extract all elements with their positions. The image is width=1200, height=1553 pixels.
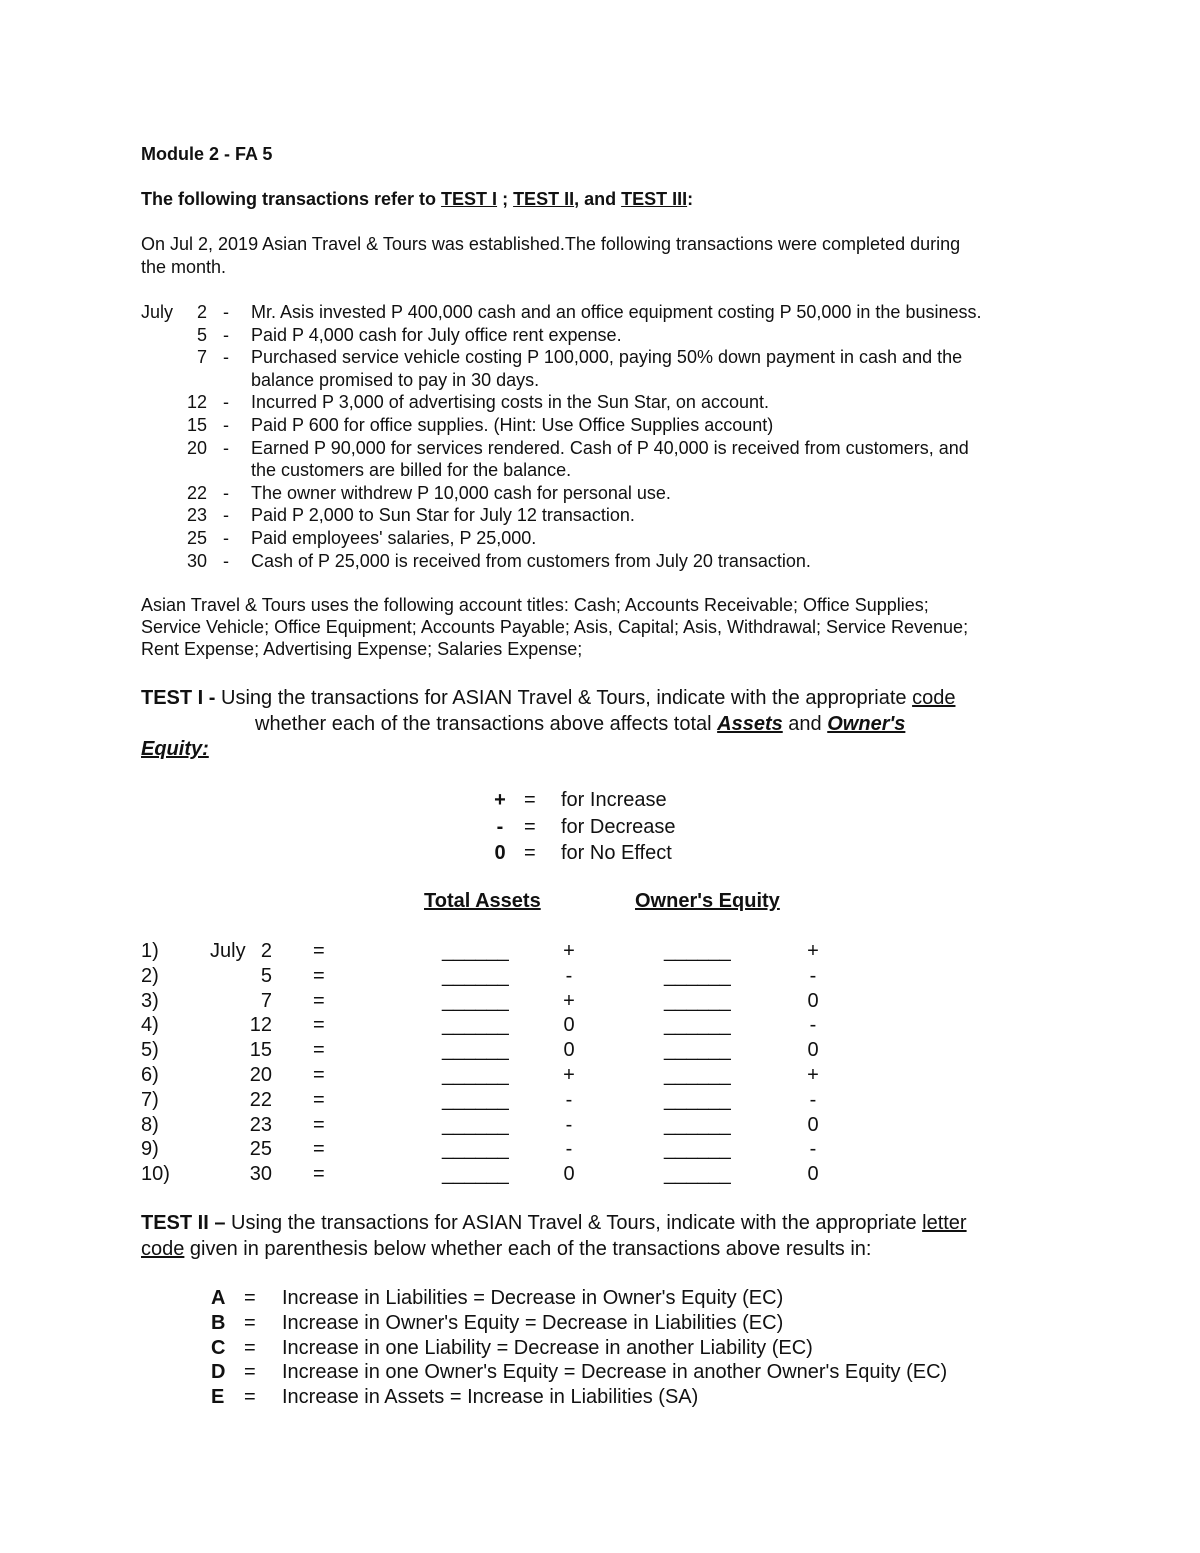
assets-effect: - xyxy=(565,964,573,987)
tx-dash: - xyxy=(223,392,229,413)
answer-day: 7 xyxy=(260,989,272,1012)
answer-number: 2) xyxy=(141,964,159,987)
assets-blank: ______ xyxy=(442,1163,509,1186)
code-description: Increase in one Owner's Equity = Decrease in another Owner's Equity (EC) xyxy=(282,1361,948,1384)
test2-letter: letter xyxy=(922,1212,967,1234)
assets-effect: 0 xyxy=(563,1163,575,1186)
refer-test3: TEST III xyxy=(621,189,688,209)
code-description: Increase in one Liability = Decrease in another Liability (EC) xyxy=(282,1336,813,1359)
answer-day: 30 xyxy=(249,1163,272,1186)
tx-dash: - xyxy=(223,528,229,548)
tx-description: balance promised to pay in 30 days. xyxy=(251,369,540,390)
code-letter: B xyxy=(211,1311,226,1334)
answer-number: 6) xyxy=(141,1064,159,1086)
equity-blank: ______ xyxy=(664,940,731,962)
equity-effect: + xyxy=(807,940,819,962)
answer-day: 5 xyxy=(260,964,272,987)
tx-day: 25 xyxy=(186,528,207,548)
assets-effect: 0 xyxy=(563,1014,575,1037)
code-letter: C xyxy=(211,1336,226,1359)
tx-dash: - xyxy=(223,505,229,526)
answer-number: 8) xyxy=(141,1113,159,1136)
refer-test1: TEST I xyxy=(441,189,498,209)
answer-equals: = xyxy=(313,1088,325,1111)
answer-equals: = xyxy=(313,989,325,1012)
answer-month: July xyxy=(210,940,246,962)
equity-effect: 0 xyxy=(807,989,819,1012)
tx-day: 2 xyxy=(196,302,207,322)
equity-effect: - xyxy=(809,964,817,987)
code-letter: D xyxy=(211,1361,226,1384)
test1-line-1 xyxy=(141,686,955,711)
tx-description: Paid P 2,000 to Sun Star for July 12 transaction. xyxy=(251,505,635,526)
legend-symbol: 0 xyxy=(494,842,506,864)
answer-equals: = xyxy=(313,964,325,987)
tx-day: 7 xyxy=(196,347,207,368)
equity-effect: - xyxy=(809,1088,817,1111)
legend-equals: = xyxy=(524,816,536,838)
answer-day: 23 xyxy=(249,1113,272,1136)
equity-blank: ______ xyxy=(664,1163,731,1186)
assets-effect: + xyxy=(563,940,575,962)
test1-and: and xyxy=(782,713,828,735)
answer-day: 22 xyxy=(249,1088,272,1111)
test1-text-1: Using the transactions for ASIAN Travel & Tours, indicate with the appropriate xyxy=(221,687,913,709)
test1-owners: Owner's xyxy=(827,713,906,735)
answer-day: 2 xyxy=(260,940,272,962)
refer-sep1: ; xyxy=(497,189,514,209)
tx-description: Incurred P 3,000 of advertising costs in the Sun Star, on account. xyxy=(251,392,769,413)
accounts-line-1: Asian Travel & Tours uses the following account titles: Cash; Accounts Receivable; Office Supplies; xyxy=(141,595,929,615)
tx-description: Purchased service vehicle costing P 100,000, paying 50% down payment in cash and the xyxy=(251,347,963,368)
tx-day: 5 xyxy=(196,324,207,345)
tx-day: 20 xyxy=(186,437,207,458)
test2-text-2: given in parenthesis below whether each of the transactions above results in: xyxy=(184,1238,872,1260)
col-header-equity: Owner's Equity xyxy=(635,890,780,912)
answer-number: 9) xyxy=(141,1138,159,1161)
test2-line-2 xyxy=(141,1237,871,1262)
equity-blank: ______ xyxy=(664,1014,731,1037)
tx-description: Mr. Asis invested P 400,000 cash and an office equipment costing P 50,000 in the business. xyxy=(251,302,982,322)
assets-blank: ______ xyxy=(442,989,509,1012)
code-equals: = xyxy=(244,1287,256,1309)
answer-equals: = xyxy=(313,1014,325,1037)
code-equals: = xyxy=(244,1311,256,1334)
test2-line-1 xyxy=(141,1211,967,1236)
legend-equals: = xyxy=(524,789,536,811)
refer-prefix: The following transactions refer to xyxy=(141,189,442,209)
tx-day: 23 xyxy=(186,505,207,526)
test2-text-1: Using the transactions for ASIAN Travel & Tours, indicate with the appropriate xyxy=(231,1212,923,1234)
assets-blank: ______ xyxy=(442,964,509,987)
tx-description: Earned P 90,000 for services rendered. Cash of P 40,000 is received from customers, and xyxy=(251,437,969,458)
equity-effect: - xyxy=(809,1138,817,1161)
refer-line xyxy=(141,188,693,210)
test1-equity: Equity: xyxy=(141,738,209,760)
assets-blank: ______ xyxy=(442,1113,509,1136)
refer-sep2: , and xyxy=(574,189,622,209)
tx-description: Paid P 4,000 cash for July office rent expense. xyxy=(251,324,622,345)
answer-equals: = xyxy=(313,1113,325,1136)
equity-blank: ______ xyxy=(664,1064,731,1086)
code-description: Increase in Assets = Increase in Liabilities (SA) xyxy=(282,1386,699,1409)
test1-assets: Assets xyxy=(717,713,783,735)
tx-dash: - xyxy=(223,302,229,322)
code-letter: A xyxy=(211,1287,226,1309)
answer-day: 15 xyxy=(249,1039,272,1062)
assets-effect: - xyxy=(565,1088,573,1111)
accounts-line-3: Rent Expense; Advertising Expense; Salaries Expense; xyxy=(141,639,583,659)
tx-dash: - xyxy=(223,415,229,435)
test2-code: code xyxy=(141,1238,185,1260)
tx-day: 12 xyxy=(186,392,207,413)
code-equals: = xyxy=(244,1361,256,1384)
answer-day: 20 xyxy=(249,1064,272,1086)
equity-effect: 0 xyxy=(807,1113,819,1136)
assets-blank: ______ xyxy=(442,1064,509,1086)
assets-blank: ______ xyxy=(442,1138,509,1161)
assets-blank: ______ xyxy=(442,1039,509,1062)
answer-number: 3) xyxy=(141,989,159,1012)
tx-dash: - xyxy=(223,482,229,503)
test1-label: TEST I - xyxy=(141,687,221,709)
accounts-line-2: Service Vehicle; Office Equipment; Accounts Payable; Asis, Capital; Asis, Withdrawal; Service Revenue; xyxy=(141,617,969,637)
tx-description: Cash of P 25,000 is received from customers from July 20 transaction. xyxy=(251,550,811,571)
equity-blank: ______ xyxy=(664,989,731,1012)
assets-effect: - xyxy=(565,1138,573,1161)
legend-text: for Decrease xyxy=(561,816,676,838)
tx-day: 22 xyxy=(186,482,207,503)
equity-blank: ______ xyxy=(664,1138,731,1161)
assets-effect: + xyxy=(563,1064,575,1086)
assets-blank: ______ xyxy=(442,1088,509,1111)
assets-effect: - xyxy=(565,1113,573,1136)
answer-day: 25 xyxy=(249,1138,272,1161)
equity-effect: - xyxy=(809,1014,817,1037)
col-header-assets: Total Assets xyxy=(424,890,541,912)
assets-effect: + xyxy=(563,989,575,1012)
equity-effect: 0 xyxy=(807,1163,819,1186)
code-description: Increase in Liabilities = Decrease in Owner's Equity (EC) xyxy=(282,1287,784,1309)
tx-dash: - xyxy=(223,324,229,345)
answer-equals: = xyxy=(313,1163,325,1186)
legend-text: for No Effect xyxy=(561,842,672,864)
answer-day: 12 xyxy=(249,1014,272,1037)
tx-day: 15 xyxy=(186,415,207,435)
assets-blank: ______ xyxy=(442,940,509,962)
answer-number: 4) xyxy=(141,1014,159,1037)
tx-dash: - xyxy=(223,347,229,368)
page-title: Module 2 - FA 5 xyxy=(141,144,273,164)
code-description: Increase in Owner's Equity = Decrease in Liabilities (EC) xyxy=(282,1311,784,1334)
answer-equals: = xyxy=(313,1138,325,1161)
intro-line-1: On Jul 2, 2019 Asian Travel & Tours was established.The following transactions were completed during xyxy=(141,234,961,254)
equity-blank: ______ xyxy=(664,1039,731,1062)
answer-number: 10) xyxy=(141,1163,170,1186)
tx-description: The owner withdrew P 10,000 cash for personal use. xyxy=(251,482,671,503)
intro-line-2: the month. xyxy=(141,257,227,277)
code-equals: = xyxy=(244,1386,256,1409)
test2-label: TEST II – xyxy=(141,1212,232,1234)
answer-number: 5) xyxy=(141,1039,159,1062)
tx-day: 30 xyxy=(186,550,207,571)
code-letter: E xyxy=(211,1386,225,1409)
tx-dash: - xyxy=(223,437,229,458)
assets-blank: ______ xyxy=(442,1014,509,1037)
tx-description: Paid employees' salaries, P 25,000. xyxy=(251,528,537,548)
tx-description: Paid P 600 for office supplies. (Hint: Use Office Supplies account) xyxy=(251,415,774,435)
assets-effect: 0 xyxy=(563,1039,575,1062)
legend-symbol: - xyxy=(496,816,504,838)
legend-symbol: + xyxy=(494,789,506,811)
tx-dash: - xyxy=(223,550,229,571)
test1-text-2: whether each of the transactions above affects total xyxy=(255,713,718,735)
equity-effect: 0 xyxy=(807,1039,819,1062)
test1-code: code xyxy=(912,687,956,709)
equity-blank: ______ xyxy=(664,1088,731,1111)
code-equals: = xyxy=(244,1336,256,1359)
answer-equals: = xyxy=(313,940,325,962)
equity-effect: + xyxy=(807,1064,819,1086)
tx-description: the customers are billed for the balance. xyxy=(251,460,572,481)
legend-text: for Increase xyxy=(561,789,667,811)
answer-equals: = xyxy=(313,1039,325,1062)
equity-blank: ______ xyxy=(664,1113,731,1136)
refer-test2: TEST II xyxy=(513,189,575,209)
refer-suffix: : xyxy=(687,189,694,209)
tx-month: July xyxy=(141,302,174,322)
test1-line-2 xyxy=(255,712,905,737)
answer-number: 7) xyxy=(141,1088,159,1111)
equity-blank: ______ xyxy=(664,964,731,987)
answer-number: 1) xyxy=(141,940,159,962)
answer-equals: = xyxy=(313,1064,325,1086)
legend-equals: = xyxy=(524,842,536,864)
